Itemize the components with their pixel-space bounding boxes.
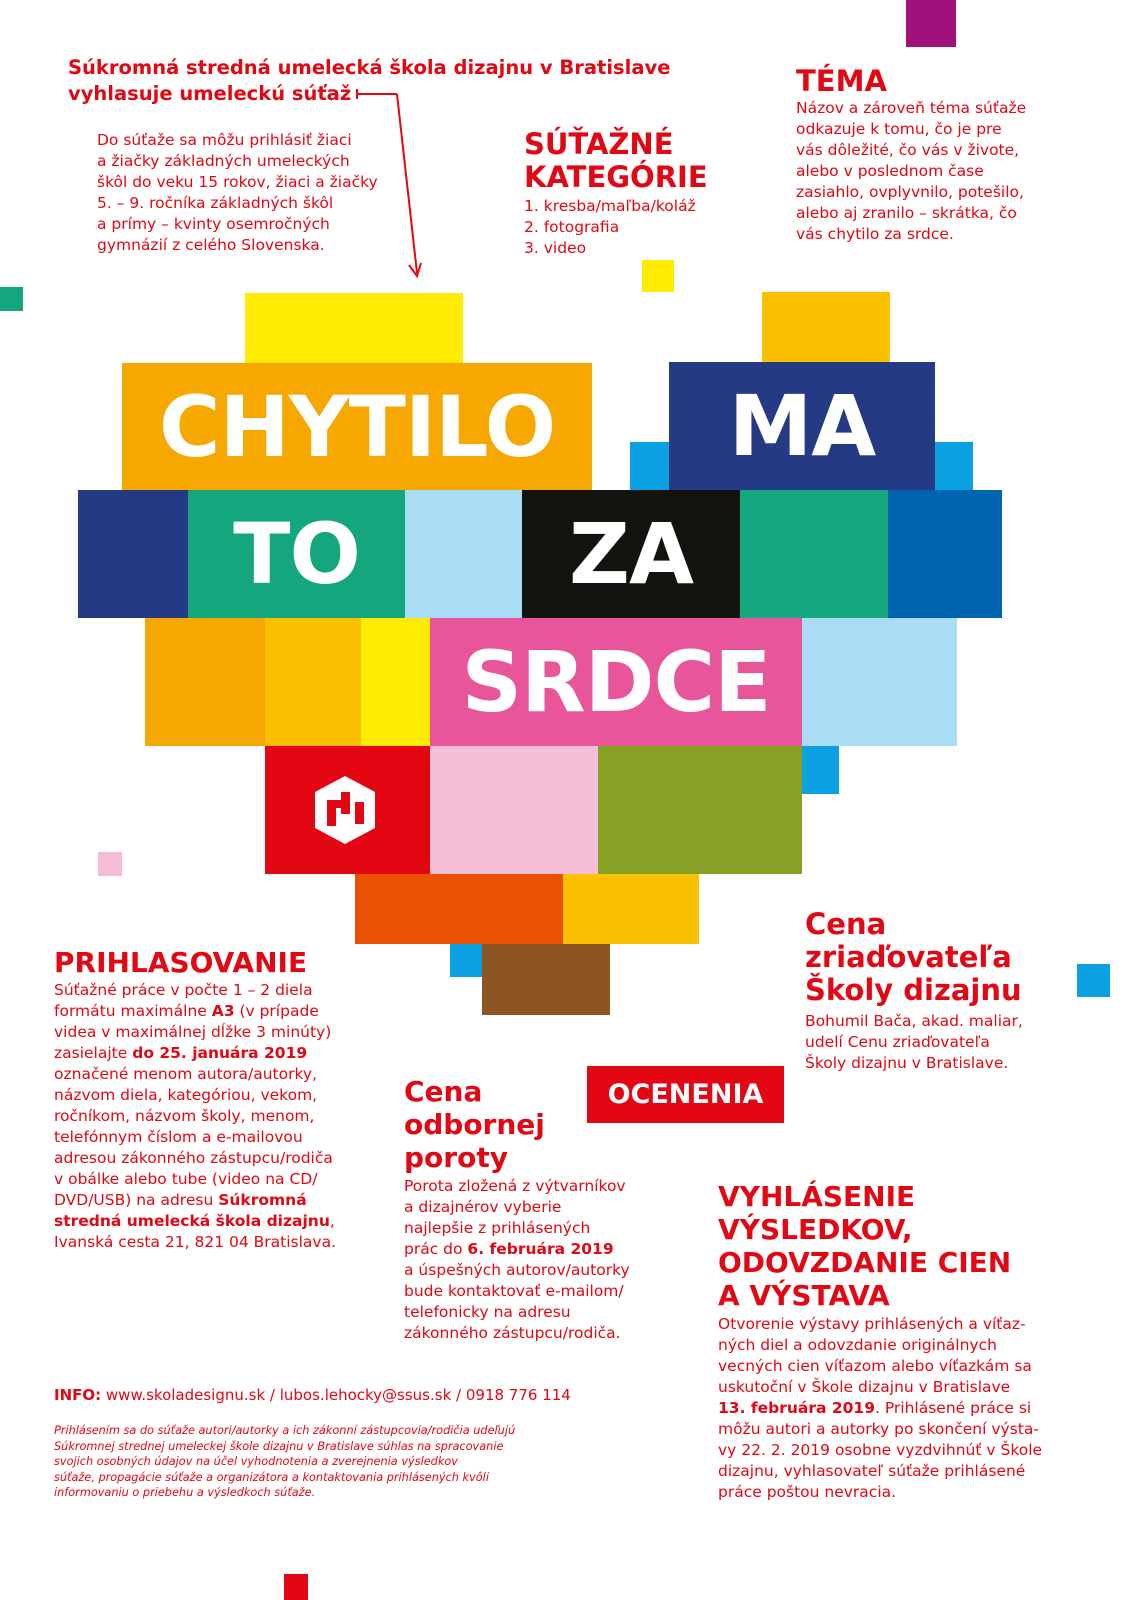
heart-block: [762, 292, 890, 362]
intro-line: gymnázií z celého Slovenska.: [97, 236, 325, 254]
results-title: A VÝSTAVA: [718, 1279, 890, 1312]
registration-line: stredná umelecká škola dizajnu,: [54, 1212, 335, 1230]
info-line: [54, 1385, 571, 1405]
decor-square-teal: [0, 287, 23, 311]
school-logo-icon: [305, 770, 385, 850]
registration-line: Ivanská cesta 21, 821 04 Bratislava.: [54, 1233, 337, 1251]
title-word-za: ZA: [569, 505, 693, 603]
results-line: uskutoční v Škole dizajnu v Bratislave: [718, 1378, 1011, 1396]
heart-block: [935, 442, 973, 490]
heart-block: [630, 442, 670, 490]
intro-line: Do súťaže sa môžu prihlásiť žiaci: [97, 131, 352, 149]
results-title: VYHLÁSENIE: [718, 1180, 916, 1213]
title-word-to: TO: [233, 505, 360, 603]
intro-line: a žiačky základných umeleckých: [97, 152, 350, 170]
intro-line: a prímy – kvinty osemročných: [97, 215, 330, 233]
results-title: ODOVZDANIE CIEN: [718, 1246, 1012, 1279]
jury-line: a úspešných autorov/autorky: [404, 1261, 630, 1279]
registration-line: formátu maximálne A3 (v prípade: [54, 1002, 319, 1020]
decor-square-blue: [1077, 964, 1110, 997]
registration-line: zasielajte do 25. januára 2019: [54, 1044, 308, 1062]
registration-line: ročníkom, názvom školy, menom,: [54, 1107, 315, 1125]
heart-block: [265, 618, 361, 746]
registration-line: názvom diela, kategóriou, vekom,: [54, 1086, 318, 1104]
registration-section: [54, 946, 336, 1253]
founder-title: zriaďovateľa: [805, 940, 1012, 974]
registration-title: PRIHLASOVANIE: [54, 946, 308, 979]
intro-text: [97, 130, 378, 256]
jury-line: a dizajnérov vyberie: [404, 1198, 562, 1216]
disclaimer: [54, 1423, 515, 1501]
jury-section: [404, 1075, 630, 1344]
registration-line: videa v maximálnej dĺžke 3 minúty): [54, 1023, 332, 1041]
heart-block: [245, 293, 463, 363]
founder-title: Školy dizajnu: [805, 973, 1022, 1007]
registration-line: telefónnym číslom a e-mailovou: [54, 1128, 303, 1146]
heart-block: [598, 746, 802, 874]
jury-line: telefonicky na adresu: [404, 1303, 571, 1321]
heart-block: [740, 490, 888, 618]
jury-line: bude kontaktovať e-mailom/: [404, 1282, 624, 1300]
theme-title: TÉMA: [796, 64, 887, 98]
founder-line: udelí Cenu zriaďovateľa: [805, 1033, 990, 1051]
intro-line: škôl do veku 15 rokov, žiaci a žiačky: [97, 173, 378, 191]
decor-square-pink: [98, 852, 122, 876]
jury-line: prác do 6. februára 2019: [404, 1240, 614, 1258]
disclaimer-line: Prihlásením sa do súťaže autori/autorky a ich zákonní zástupcovia/rodičia udeľujú: [54, 1424, 516, 1437]
registration-line: Súťažné práce v počte 1 – 2 diela: [54, 981, 313, 999]
title-word-srdce: SRDCE: [461, 633, 771, 731]
title-word-ma: MA: [728, 377, 876, 475]
theme-line: vás chytilo za srdce.: [796, 225, 954, 243]
heart-block: [361, 618, 430, 746]
founder-section: [805, 908, 1023, 1074]
header-line-2: vyhlasuje umeleckú súťaž: [68, 82, 352, 105]
theme-line: odkazuje k tomu, čo je pre: [796, 120, 1002, 138]
category-item: 1. kresba/maľba/koláž: [524, 197, 696, 215]
heart-block: [802, 746, 839, 794]
theme-line: vás dôležité, čo vás v živote,: [796, 141, 1020, 159]
results-line: dizajnu, vyhlasovateľ súťaže prihlásené: [718, 1462, 1026, 1480]
jury-title: Cena: [404, 1075, 483, 1108]
header-line-1: Súkromná stredná umelecká škola dizajnu v Bratislave: [68, 56, 671, 79]
results-line: vy 22. 2. 2019 osobne vyzdvihnúť v Škole: [718, 1441, 1043, 1459]
results-line: ných diel a odovzdanie originálnych: [718, 1336, 997, 1354]
decor-square-red: [284, 1574, 308, 1600]
results-line: môžu autori a autorky po skončení výsta-: [718, 1420, 1039, 1438]
founder-line: Školy dizajnu v Bratislave.: [805, 1054, 1009, 1072]
jury-title: odbornej: [404, 1108, 545, 1141]
info-label: INFO:: [54, 1386, 102, 1404]
registration-line: adresou zákonného zástupcu/rodiča: [54, 1149, 333, 1167]
theme-section: [796, 64, 1026, 245]
results-line: vecných cien víťazom alebo víťazkám sa: [718, 1357, 1032, 1375]
registration-line: označené menom autora/autorky,: [54, 1065, 318, 1083]
jury-title: poroty: [404, 1141, 508, 1174]
disclaimer-line: informovaniu o priebehu a výsledkoch súťaže.: [54, 1486, 316, 1499]
results-title: VÝSLEDKOV,: [718, 1213, 913, 1246]
disclaimer-line: svojich osobných údajov na účel vyhodnotenia a zverejnenia výsledkov: [54, 1455, 458, 1468]
title-word-chytilo: CHYTILO: [158, 377, 556, 476]
theme-line: alebo v poslednom čase: [796, 162, 984, 180]
awards-badge-label: OCENENIA: [607, 1079, 764, 1110]
categories-title: KATEGÓRIE: [524, 160, 708, 194]
disclaimer-line: Súkromnej strednej umeleckej škole dizajnu v Bratislave súhlas na spracovanie: [54, 1439, 504, 1453]
disclaimer-line: súťaže, propagácie súťaže a organizátora a kontaktovania prihlásených kvôli: [54, 1470, 489, 1484]
heart-block: [430, 746, 598, 874]
theme-line: Názov a zároveň téma súťaže: [796, 99, 1027, 117]
info-contacts: www.skoladesignu.sk / lubos.lehocky@ssus.sk / 0918 776 114: [101, 1386, 571, 1404]
theme-line: alebo aj zranilo – skrátka, čo: [796, 204, 1017, 222]
heart-block: [563, 874, 699, 944]
decor-square-purple: [906, 0, 956, 47]
founder-title: Cena: [805, 907, 887, 941]
decor-square-yellow: [642, 260, 674, 292]
jury-line: Porota zložená z výtvarníkov: [404, 1177, 626, 1195]
theme-line: zasiahlo, ovplyvnilo, potešilo,: [796, 183, 1024, 201]
jury-line: najlepšie z prihlásených: [404, 1219, 591, 1237]
heart-block: [145, 618, 265, 746]
categories-title: SÚŤAŽNÉ: [524, 127, 674, 161]
registration-line: DVD/USB) na adresu Súkromná: [54, 1191, 307, 1209]
results-line: práce poštou nevracia.: [718, 1483, 897, 1501]
heart-block: [405, 490, 522, 618]
category-item: 3. video: [524, 239, 587, 257]
heart-block: [450, 944, 482, 977]
heart-block: [78, 490, 188, 618]
category-item: 2. fotografia: [524, 218, 620, 236]
heart-block: [888, 490, 1002, 618]
categories-section: [524, 128, 708, 259]
results-line: 13. februára 2019. Prihlásené práce si: [718, 1399, 1032, 1417]
heart-block: [482, 944, 610, 1015]
results-section: [718, 1180, 1042, 1503]
founder-line: Bohumil Bača, akad. maliar,: [805, 1012, 1023, 1030]
heart-block: [802, 618, 957, 746]
jury-line: zákonného zástupcu/rodiča.: [404, 1324, 621, 1342]
registration-line: v obálke alebo tube (video na CD/: [54, 1170, 318, 1188]
intro-line: 5. – 9. ročníka základných škôl: [97, 194, 334, 212]
results-line: Otvorenie výstavy prihlásených a víťaz-: [718, 1315, 1026, 1333]
heart-block: [355, 874, 563, 944]
